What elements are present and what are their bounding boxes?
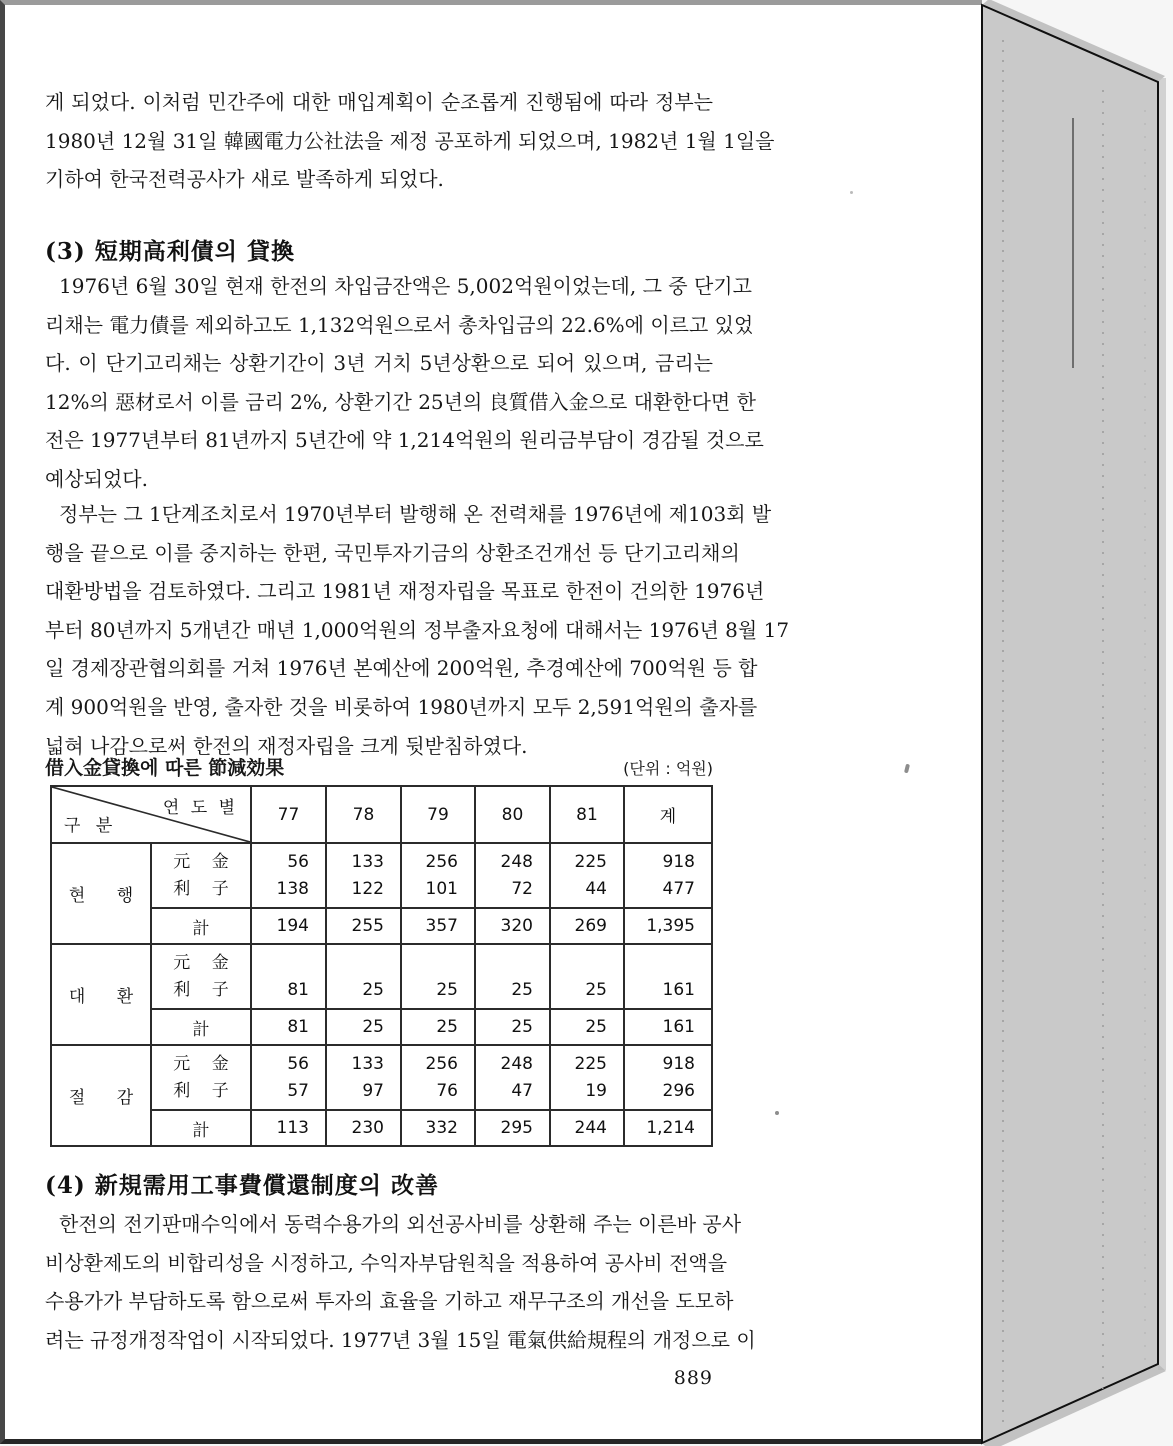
value-cell <box>624 1045 712 1110</box>
corner-label-category: 구 분 <box>64 816 113 836</box>
total-value-cell: 25 <box>326 1009 401 1045</box>
text-line: 기하여 한국전력공사가 새로 발족하게 되었다. <box>45 167 444 192</box>
year-header: 79 <box>401 786 475 843</box>
value-line: 76 <box>436 1080 458 1101</box>
value-line: 25 <box>362 979 384 1000</box>
value-line: 72 <box>511 878 533 899</box>
book-page-edges <box>975 0 1173 1446</box>
text-line: 부터 80년까지 5개년간 매년 1,000억원의 정부출자요청에 대해서는 1976년 8월 17 <box>45 617 790 642</box>
value-line: 25 <box>436 979 458 1000</box>
text-line: 예상되었다. <box>45 466 148 491</box>
year-header: 77 <box>251 786 326 843</box>
edge-right-shadow <box>1158 78 1166 1370</box>
text-line: 1976년 6월 30일 현재 한전의 차입금잔액은 5,002억원이었는데, 그 중 단기고 <box>59 274 752 298</box>
year-header: 계 <box>624 786 712 843</box>
group-label: 현 행 <box>51 843 151 944</box>
scan-speck <box>850 191 853 194</box>
value-line: 256 <box>425 1053 458 1074</box>
value-line <box>625 950 711 977</box>
value-line: 101 <box>425 878 458 899</box>
value-line: 138 <box>276 878 309 899</box>
value-cell <box>251 1045 326 1110</box>
text-line: 전은 1977년부터 81년까지 5년간에 약 1,214억원의 원리금부담이 경감될 것으로 <box>45 428 764 453</box>
total-value-cell: 1,395 <box>624 908 712 944</box>
row-label: 利 子 <box>173 1080 229 1101</box>
total-value-cell: 332 <box>401 1110 475 1146</box>
total-value-cell: 25 <box>475 1009 550 1045</box>
value-line: 47 <box>511 1080 533 1101</box>
row-label: 元 金 <box>173 851 229 872</box>
total-value-cell: 113 <box>251 1110 326 1146</box>
row-labels <box>151 843 251 908</box>
total-value-cell: 25 <box>401 1009 475 1045</box>
total-value-cell: 194 <box>251 908 326 944</box>
section4-paragraph-1 <box>45 1205 756 1359</box>
paragraph-intro <box>45 83 775 199</box>
value-cell <box>401 843 475 908</box>
total-value-cell: 244 <box>550 1110 624 1146</box>
year-header: 81 <box>550 786 624 843</box>
page-number: 889 <box>673 1367 713 1389</box>
total-value-cell: 1,214 <box>624 1110 712 1146</box>
value-cell <box>326 843 401 908</box>
total-label: 計 <box>151 1009 251 1045</box>
savings-table <box>50 785 713 1147</box>
page-stack <box>982 5 1158 1443</box>
table-caption-row <box>45 753 713 780</box>
value-line: 477 <box>662 878 695 899</box>
value-line: 25 <box>585 979 607 1000</box>
value-cell <box>475 944 550 1009</box>
value-cell <box>624 944 712 1009</box>
value-line: 918 <box>662 851 695 872</box>
text-line: 대환방법을 검토하였다. 그리고 1981년 재정자립을 목표로 한전이 건의한 1976년 <box>45 579 765 604</box>
value-line: 44 <box>585 878 607 899</box>
value-line: 97 <box>362 1080 384 1101</box>
text-line: 정부는 그 1단계조치로서 1970년부터 발행해 온 전력채를 1976년에 제103회 발 <box>59 502 772 526</box>
value-cell <box>251 843 326 908</box>
value-cell <box>251 944 326 1009</box>
table-caption: 借入金貸換에 따른 節減効果 <box>45 757 285 779</box>
total-value-cell: 269 <box>550 908 624 944</box>
text-line: 넓혀 나감으로써 한전의 재정자립을 크게 뒷받침하였다. <box>45 733 528 758</box>
value-line <box>252 950 325 977</box>
value-line <box>476 950 549 977</box>
total-value-cell: 161 <box>624 1009 712 1045</box>
value-cell <box>401 944 475 1009</box>
total-label: 計 <box>151 908 251 944</box>
text-line: 다. 이 단기고리채는 상환기간이 3년 거치 5년상환으로 되어 있으며, 금리는 <box>45 351 713 376</box>
value-line: 19 <box>585 1080 607 1101</box>
text-line: 행을 끝으로 이를 중지하는 한편, 국민투자기금의 상환조건개선 등 단기고리채의 <box>45 540 740 565</box>
value-line: 225 <box>574 1053 607 1074</box>
text-line: 수용가가 부담하도록 함으로써 투자의 효율을 기하고 재무구조의 개선을 도모하 <box>45 1289 734 1314</box>
value-line: 256 <box>425 851 458 872</box>
value-line: 56 <box>287 1053 309 1074</box>
total-value-cell: 81 <box>251 1009 326 1045</box>
table-unit-label: (단위 : 억원) <box>623 759 713 778</box>
section4-heading: (4) 新規需用工事費償還制度의 改善 <box>45 1172 440 1199</box>
table-corner-cell <box>51 786 251 843</box>
value-line: 248 <box>500 851 533 872</box>
row-label: 利 子 <box>173 979 229 1000</box>
value-line: 161 <box>662 979 695 1000</box>
value-cell <box>624 843 712 908</box>
row-labels <box>151 1045 251 1110</box>
value-line: 918 <box>662 1053 695 1074</box>
value-cell <box>550 1045 624 1110</box>
value-cell <box>475 1045 550 1110</box>
year-header: 78 <box>326 786 401 843</box>
value-line: 122 <box>351 878 384 899</box>
total-value-cell: 357 <box>401 908 475 944</box>
row-label: 元 金 <box>173 952 229 973</box>
section3-paragraph-1 <box>45 267 764 499</box>
value-cell <box>475 843 550 908</box>
text-line: 비상환제도의 비합리성을 시정하고, 수익자부담원칙을 적용하여 공사비 전액을 <box>45 1250 728 1275</box>
value-cell <box>550 843 624 908</box>
text-line: 12%의 惡材로서 이를 금리 2%, 상환기간 25년의 良質借入金으로 대환한다면 한 <box>45 389 756 414</box>
total-value-cell: 295 <box>475 1110 550 1146</box>
value-line <box>327 950 400 977</box>
year-header: 80 <box>475 786 550 843</box>
section3-heading: (3) 短期高利債의 貸換 <box>45 238 296 265</box>
value-line <box>551 950 623 977</box>
value-cell <box>326 1045 401 1110</box>
scan-speck <box>775 1111 779 1115</box>
text-line: 1980년 12월 31일 韓國電力公社法을 제정 공포하게 되었으며, 1982년 1월 1일을 <box>45 128 775 153</box>
text-line: 일 경제장관협의회를 거쳐 1976년 본예산에 200억원, 추경예산에 700억원 등 합 <box>45 656 758 681</box>
value-line <box>402 950 474 977</box>
value-line: 81 <box>287 979 309 1000</box>
value-cell <box>550 944 624 1009</box>
value-line: 248 <box>500 1053 533 1074</box>
total-label: 計 <box>151 1110 251 1146</box>
row-labels <box>151 944 251 1009</box>
value-line: 133 <box>351 1053 384 1074</box>
corner-label-years: 연 도 별 <box>162 798 238 818</box>
section3-paragraph-2 <box>45 495 790 765</box>
text-line: 한전의 전기판매수익에서 동력수용가의 외선공사비를 상환해 주는 이른바 공사 <box>59 1212 742 1236</box>
value-line: 57 <box>287 1080 309 1101</box>
total-value-cell: 230 <box>326 1110 401 1146</box>
value-line: 225 <box>574 851 607 872</box>
text-line: 리채는 電力債를 제외하고도 1,132억원으로서 총차입금의 22.6%에 이르고 있었 <box>45 312 754 337</box>
row-label: 元 金 <box>173 1053 229 1074</box>
value-cell <box>401 1045 475 1110</box>
text-line: 게 되었다. 이처럼 민간주에 대한 매입계획이 순조롭게 진행됨에 따라 정부는 <box>45 90 713 114</box>
total-value-cell: 255 <box>326 908 401 944</box>
row-label: 利 子 <box>173 878 229 899</box>
group-label: 절 감 <box>51 1045 151 1146</box>
value-line: 56 <box>287 851 309 872</box>
value-line: 25 <box>511 979 533 1000</box>
total-value-cell: 320 <box>475 908 550 944</box>
scan-speck <box>904 764 910 774</box>
value-cell <box>326 944 401 1009</box>
value-line: 133 <box>351 851 384 872</box>
text-line: 려는 규정개정작업이 시작되었다. 1977년 3월 15일 電氣供給規程의 개정으로 이 <box>45 1327 756 1352</box>
group-label: 대 환 <box>51 944 151 1045</box>
total-value-cell: 25 <box>550 1009 624 1045</box>
value-line: 296 <box>662 1080 695 1101</box>
text-line: 계 900억원을 반영, 출자한 것을 비롯하여 1980년까지 모두 2,591억원의 출자를 <box>45 694 758 719</box>
